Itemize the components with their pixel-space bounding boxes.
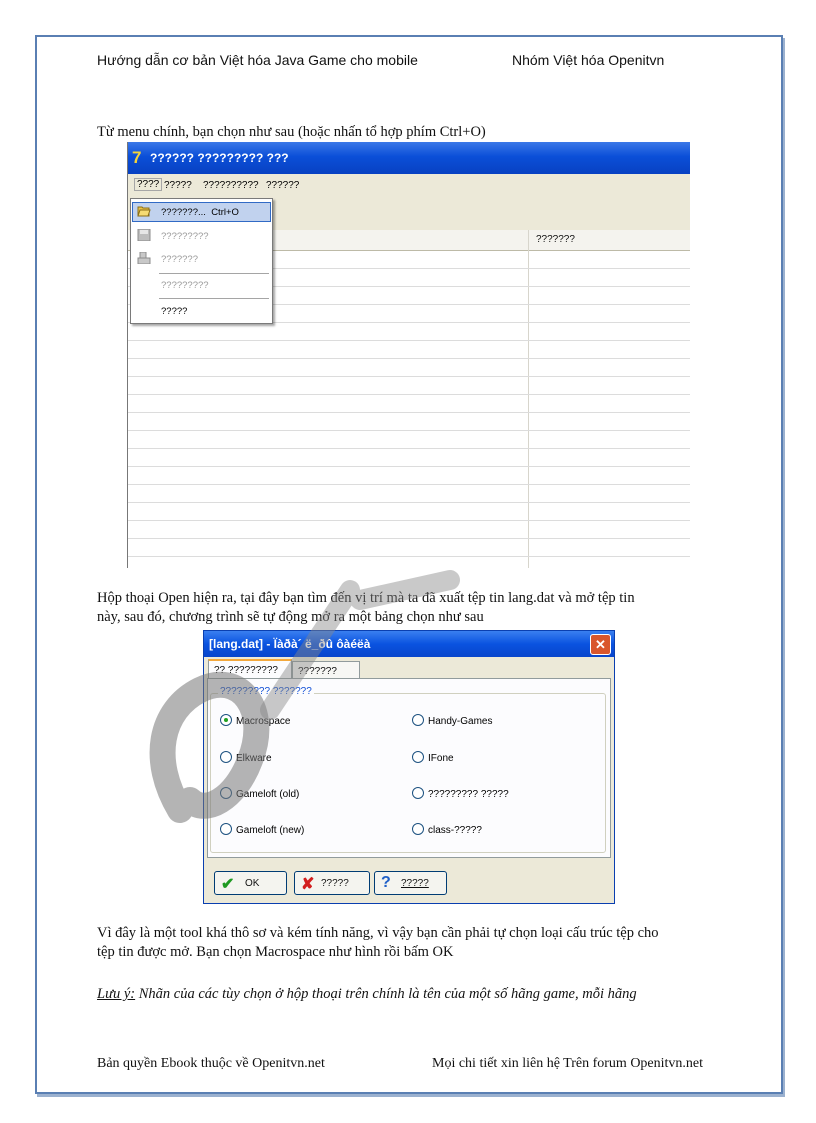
- list-row-line: [128, 430, 690, 431]
- radio-selected-icon: [220, 714, 232, 726]
- radio-icon: [412, 714, 424, 726]
- list-row-line: [128, 448, 690, 449]
- list-row-line: [128, 538, 690, 539]
- footer-left: Bản quyền Ebook thuộc về Openitvn.net: [97, 1056, 325, 1071]
- list-row-line: [128, 502, 690, 503]
- option-label: Gameloft (new): [236, 825, 305, 836]
- paragraph-2: [97, 589, 737, 627]
- dialog-title: [lang.dat] - Ïàðà´ ë_ðû ôàéëà: [209, 637, 371, 651]
- list-row-line: [128, 484, 690, 485]
- tab-other[interactable]: ???????: [292, 661, 360, 679]
- list-row-line: [128, 412, 690, 413]
- option-label: IFone: [428, 753, 454, 764]
- file-type-dialog: [203, 630, 615, 904]
- radio-macrospace[interactable]: [220, 714, 290, 727]
- list-row-line: [128, 376, 690, 377]
- note-paragraph: [97, 985, 737, 1004]
- radio-icon: [412, 823, 424, 835]
- list-row-line: [128, 556, 690, 557]
- list-row-line: [128, 340, 690, 341]
- radio-other-format[interactable]: [412, 787, 509, 800]
- check-icon: ✔: [221, 876, 235, 893]
- header-right: Nhóm Việt hóa Openitvn: [512, 52, 665, 68]
- paragraph-2-line-1: Hộp thoại Open hiện ra, tại đây bạn tìm đến vị trí mà ta đã xuất tệp tin lang.dat và mở tệp tin: [97, 590, 635, 606]
- menu-bar: [128, 174, 690, 199]
- menu-file[interactable]: ????: [134, 178, 162, 191]
- help-button[interactable]: [374, 871, 447, 895]
- column-header[interactable]: ???????: [536, 234, 575, 245]
- radio-icon: [412, 787, 424, 799]
- paragraph-2-line-2: này, sau đó, chương trình sẽ tự động mở ra một bảng chọn như sau: [97, 609, 484, 625]
- intro-paragraph: Từ menu chính, bạn chọn như sau (hoặc nhấn tổ hợp phím Ctrl+O): [97, 124, 486, 140]
- app-logo-icon: 7: [132, 148, 142, 167]
- radio-gameloft-old[interactable]: [220, 787, 299, 800]
- cancel-button[interactable]: [294, 871, 370, 895]
- app-title-bar: [128, 142, 690, 174]
- close-icon[interactable]: ✕: [590, 634, 611, 655]
- dropdown-item-export[interactable]: ???????: [161, 254, 198, 265]
- list-row-line: [128, 520, 690, 521]
- note-label: Lưu ý:: [97, 986, 136, 1002]
- help-label: ?????: [401, 878, 429, 889]
- open-folder-icon: [137, 205, 151, 217]
- tab-format[interactable]: ?? ?????????: [208, 659, 292, 679]
- dropdown-separator: [159, 298, 269, 299]
- app-title: ?????? ????????? ???: [150, 151, 289, 165]
- radio-elkware[interactable]: [220, 751, 272, 764]
- list-row-line: [128, 358, 690, 359]
- dropdown-item-close[interactable]: ?????????: [161, 280, 209, 291]
- save-disk-icon: [137, 229, 151, 241]
- option-label: Handy-Games: [428, 716, 493, 727]
- radio-icon: [220, 787, 232, 799]
- radio-ifone[interactable]: [412, 751, 454, 764]
- paragraph-3-line-1: Vì đây là một tool khá thô sơ và kém tính năng, vì vậy bạn cần phải tự chọn loại cấu trúc tệp cho: [97, 925, 659, 941]
- dialog-title-bar: [204, 631, 614, 657]
- column-divider: [528, 230, 529, 568]
- paragraph-3-line-2: tệp tin được mở. Bạn chọn Macrospace như hình rồi bấm OK: [97, 944, 454, 960]
- radio-icon: [220, 823, 232, 835]
- help-icon: ?: [381, 874, 391, 891]
- list-row-line: [128, 394, 690, 395]
- cancel-label: ?????: [321, 878, 349, 889]
- radio-icon: [220, 751, 232, 763]
- option-label: Elkware: [236, 753, 272, 764]
- dropdown-separator: [159, 273, 269, 274]
- dropdown-open-shortcut: Ctrl+O: [211, 207, 239, 218]
- export-icon: [137, 252, 151, 264]
- list-row-line: [128, 466, 690, 467]
- dropdown-item-save[interactable]: ?????????: [161, 231, 209, 242]
- file-dropdown-menu: [130, 198, 273, 324]
- ok-button[interactable]: [214, 871, 287, 895]
- menu-options[interactable]: ??????????: [203, 180, 259, 191]
- footer-right: Mọi chi tiết xin liên hệ Trên forum Openitvn.net: [432, 1056, 704, 1071]
- radio-class[interactable]: [412, 823, 482, 836]
- dropdown-item-exit[interactable]: ?????: [161, 306, 188, 317]
- dropdown-open-label: ???????...: [161, 207, 206, 218]
- header-left: Hướng dẫn cơ bản Việt hóa Java Game cho mobile: [97, 52, 418, 68]
- option-label: class-?????: [428, 825, 482, 836]
- option-label: Gameloft (old): [236, 789, 300, 800]
- group-label: ????????? ???????: [220, 686, 312, 697]
- ok-label: OK: [245, 878, 260, 889]
- radio-gameloft-new[interactable]: [220, 823, 304, 836]
- radio-icon: [412, 751, 424, 763]
- paragraph-3: [97, 924, 737, 962]
- cross-icon: ✘: [301, 876, 315, 893]
- app-window-screenshot: [127, 142, 690, 568]
- option-label: ????????? ?????: [428, 789, 509, 800]
- menu-edit[interactable]: ?????: [164, 180, 192, 191]
- dropdown-item-open[interactable]: [161, 207, 239, 218]
- menu-help[interactable]: ??????: [266, 180, 300, 191]
- option-label: Macrospace: [236, 716, 291, 727]
- note-text: Nhãn của các tùy chọn ở hộp thoại trên chính là tên của một số hãng game, mỗi hãng: [135, 986, 637, 1002]
- radio-handy-games[interactable]: [412, 714, 492, 727]
